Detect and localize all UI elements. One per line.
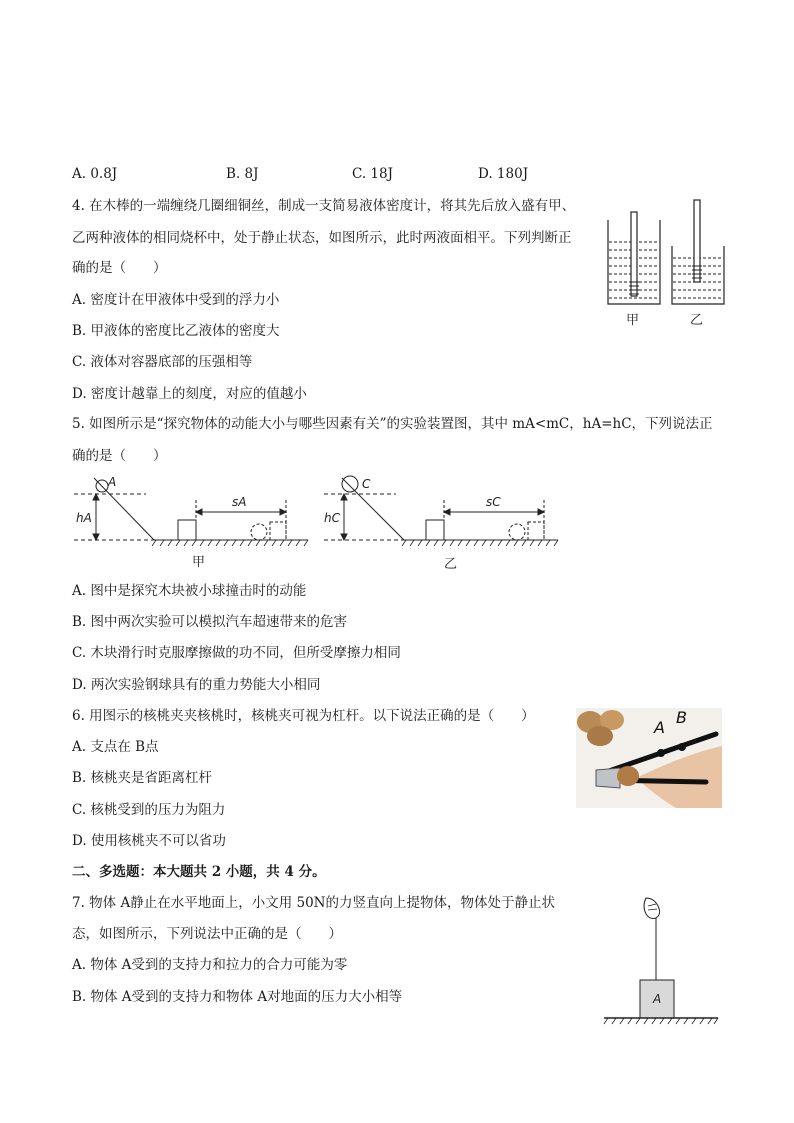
label-h-c: hC	[324, 511, 340, 525]
q5-stem-line2: 确的是（ ）	[72, 448, 167, 464]
q3-option-b: B. 8J	[226, 166, 259, 182]
q4-option-b: B. 甲液体的密度比乙液体的密度大	[72, 323, 280, 339]
q7-option-b: B. 物体 A受到的支持力和物体 A对地面的压力大小相等	[72, 989, 403, 1005]
q4-stem-line3: 确的是（ ）	[72, 260, 167, 276]
q4-stem-line2: 乙两种液体的相同烧杯中，处于静止状态，如图所示，此时两液面相平。下列判断正	[72, 230, 572, 246]
q4-option-a: A. 密度计在甲液体中受到的浮力小	[72, 292, 280, 308]
ball-c	[342, 476, 358, 492]
q3-option-c: C. 18J	[352, 166, 394, 182]
beaker-yi	[672, 200, 724, 304]
point-b	[678, 743, 686, 751]
q3-option-d: D. 180J	[478, 166, 529, 182]
label-a: A	[654, 718, 665, 737]
q6-option-b: B. 核桃夹是省距离杠杆	[72, 770, 213, 786]
hydrometer-figure	[604, 196, 734, 328]
kinetic-energy-figure	[66, 470, 566, 574]
label-jia: 甲	[626, 313, 640, 328]
label-h-a: hA	[76, 511, 92, 525]
q5-option-a: A. 图中是探究木块被小球撞击时的动能	[72, 583, 307, 599]
nutcracker-figure	[576, 708, 722, 808]
q6-option-a: A. 支点在 B点	[72, 739, 159, 755]
section2-title: 二、多选题：本大题共 2 小题，共 4 分。	[72, 864, 326, 880]
q5-option-b: B. 图中两次实验可以模拟汽车超速带来的危害	[72, 614, 348, 630]
beaker-jia	[608, 212, 660, 304]
q3-option-a: A. 0.8J	[72, 166, 118, 182]
q7-option-a: A. 物体 A受到的支持力和拉力的合力可能为零	[72, 957, 348, 973]
q4-option-c: C. 液体对容器底部的压强相等	[72, 354, 253, 370]
q6-stem: 6. 用图示的核桃夹夹核桃时，核桃夹可视为杠杆。以下说法正确的是（ ）	[72, 708, 535, 724]
label-s-a: sA	[232, 495, 247, 509]
label-ball-c: C	[362, 477, 371, 491]
q6-option-c: C. 核桃受到的压力为阻力	[72, 802, 226, 818]
q4-option-d: D. 密度计越靠上的刻度，对应的值越小	[72, 386, 307, 402]
point-a	[657, 749, 665, 757]
label-yi: 乙	[690, 313, 704, 328]
label-ball-a: A	[108, 475, 117, 489]
label-right-setup: 乙	[444, 557, 458, 572]
walnut-in-cracker	[617, 766, 639, 786]
q5-stem-line1: 5. 如图所示是“探究物体的动能大小与哪些因素有关”的实验装置图，其中 mA<mC，hA=hC，下列说法正	[72, 416, 713, 432]
label-s-c: sC	[486, 495, 501, 509]
lift-figure	[600, 892, 724, 1028]
block-a	[178, 520, 196, 540]
q4-stem-line1: 4. 在木棒的一端缠绕几圈细铜丝，制成一支简易液体密度计，将其先后放入盛有甲、	[72, 198, 576, 214]
label-left-setup: 甲	[192, 555, 206, 570]
q5-option-c: C. 木块滑行时克服摩擦做的功不同，但所受摩擦力相同	[72, 645, 401, 661]
q7-stem-line2: 态，如图所示，下列说法中正确的是（ ）	[72, 926, 342, 942]
q7-stem-line1: 7. 物体 A静止在水平地面上，小文用 50N的力竖直向上提物体，物体处于静止状	[72, 895, 555, 911]
hand-icon	[644, 898, 660, 919]
q5-option-d: D. 两次实验钢球具有的重力势能大小相同	[72, 677, 321, 693]
label-b: B	[676, 708, 687, 727]
q6-option-d: D. 使用核桃夹不可以省功	[72, 833, 226, 849]
block-c	[426, 520, 444, 540]
label-block-a: A	[653, 992, 662, 1006]
